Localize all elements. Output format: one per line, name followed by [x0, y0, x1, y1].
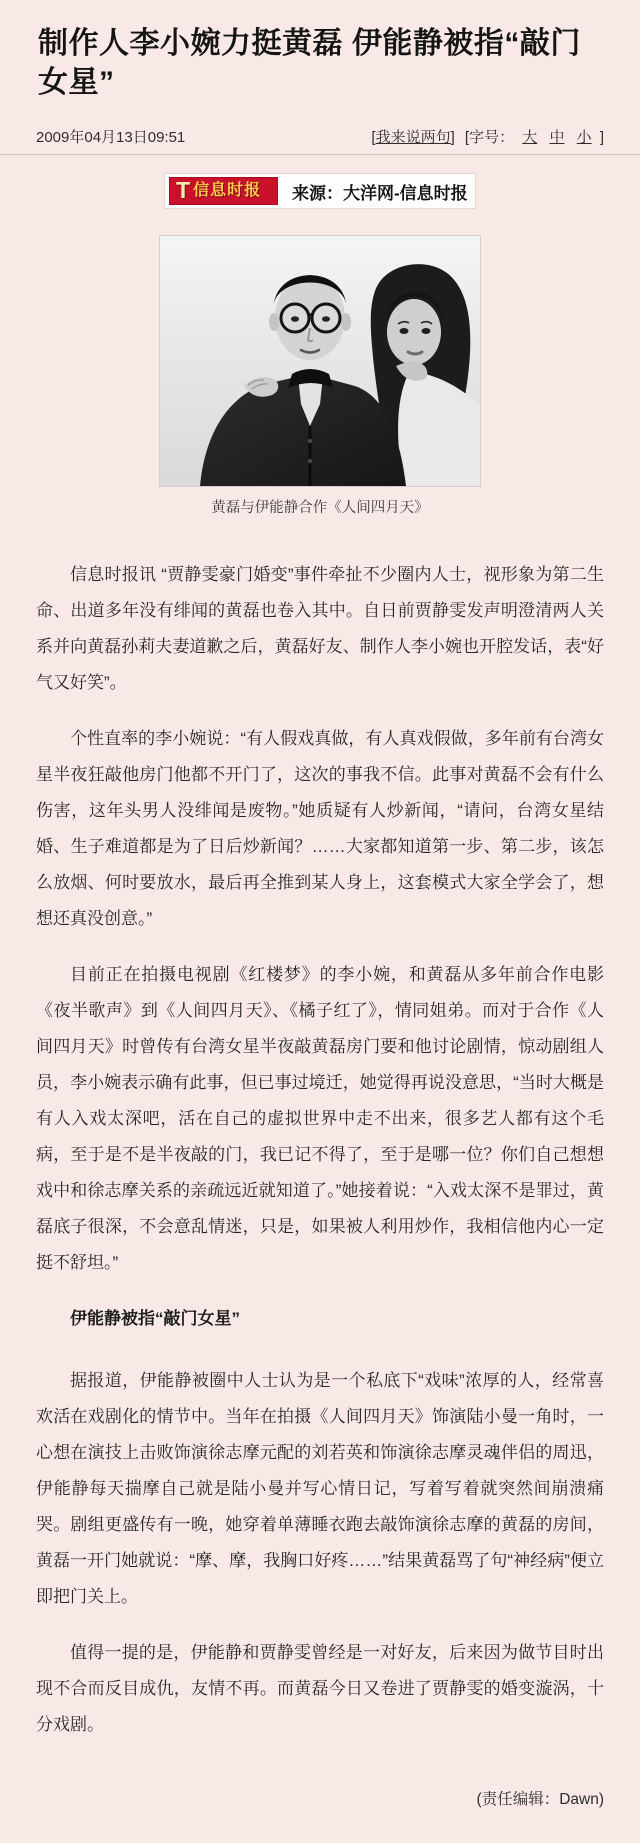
logo-t-glyph: T	[176, 177, 191, 203]
meta-links	[371, 126, 604, 147]
paragraph: 个性直率的李小婉说：“有人假戏真做，有人真戏假做，多年前有台湾女星半夜狂敲他房门他都不开门了，这次的事我不信。此事对黄磊不会有什么伤害，这年头男人没绯闻是废物。”她质疑有人炒新闻，“请问，台湾女星结婚、生子难道都是为了日后炒新闻？……大家都知道第一步、第二步，该怎么放烟、何时要放水，最后再全推到某人身上，这套模式大家全学会了，想想还真没创意。”	[36, 729, 604, 928]
font-size-small-link[interactable]: 小	[576, 129, 592, 146]
article-photo-image	[159, 235, 481, 487]
editor-note: (责任编辑：Dawn)	[476, 1791, 604, 1808]
paragraph: 目前正在拍摄电视剧《红楼梦》的李小婉，和黄磊从多年前合作电影《夜半歌声》到《人间四月天》、《橘子红了》，情同姐弟。而对于合作《人间四月天》时曾传有台湾女星半夜敲黄磊房门要和他讨论剧情，惊动剧组人员，李小婉表示确有此事，但已事过境迁，她觉得再说没意思，“当时大概是有人入戏太深吧，活在自己的虚拟世界中走不出来，很多艺人都有这个毛病，至于是不是半夜敲的门，我已记不得了，至于是哪一位？你们自己想想戏中和徐志摩关系的亲疏远近就知道了。”她接着说：“入戏太深不是罪过，黄磊底子很深，不会意乱情迷，只是，如果被人利用炒作，我相信他内心一定挺不舒坦。”	[36, 965, 604, 1272]
logo-name-text: 信息时报	[193, 181, 262, 199]
font-size-medium-link[interactable]: 中	[549, 129, 565, 146]
source-label: 来源：大洋网-信息时报	[292, 183, 468, 203]
comment-link[interactable]: [我来说两句]	[371, 129, 455, 146]
paragraph: 值得一提的是，伊能静和贾静雯曾经是一对好友，后来因为做节目时出现不合而反目成仇，友情不再。而黄磊今日又卷进了贾静雯的婚变漩涡，十分戏剧。	[36, 1643, 604, 1734]
article-body	[36, 557, 604, 1743]
font-size-large-link[interactable]: 大	[522, 129, 538, 146]
paragraph: 信息时报讯 “贾静雯豪门婚变”事件牵扯不少圈内人士，视形象为第二生命、出道多年没有绯闻的黄磊也卷入其中。自日前贾静雯发声明澄清两人关系并向黄磊孙莉夫妻道歉之后，黄磊好友、制作人李小婉也开腔发话，表“好气又好笑”。	[36, 565, 604, 692]
publish-date: 2009年04月13日09:51	[36, 129, 186, 146]
xinxishibao-logo	[169, 177, 278, 205]
source-strip	[164, 173, 476, 209]
photo-block	[159, 235, 481, 517]
article-subheading: 伊能静被指“敲门女星”	[70, 1309, 240, 1328]
font-size-label: [字号：	[464, 129, 515, 146]
font-size-bracket-close: ]	[599, 129, 604, 146]
bw-portrait-illustration	[160, 236, 480, 486]
article-title: 制作人李小婉力挺黄磊 伊能静被指“敲门女星”	[38, 27, 581, 99]
header-divider	[0, 154, 640, 155]
font-size-control	[465, 129, 604, 146]
paragraph: 据报道，伊能静被圈中人士认为是一个私底下“戏味”浓厚的人，经常喜欢活在戏剧化的情节中。当年在拍摄《人间四月天》饰演陆小曼一角时，一心想在演技上击败饰演徐志摩元配的刘若英和饰演徐志摩灵魂伴侣的周迅，伊能静每天揣摩自己就是陆小曼并写心情日记，写着写着就突然间崩溃痛哭。剧组更盛传有一晚，她穿着单薄睡衣跑去敲饰演徐志摩的黄磊的房间，黄磊一开门她就说：“摩、摩，我胸口好疼……”结果黄磊骂了句“神经病”便立即把门关上。	[36, 1371, 604, 1606]
meta-row	[36, 126, 604, 154]
photo-caption: 黄磊与伊能静合作《人间四月天》	[211, 500, 429, 516]
